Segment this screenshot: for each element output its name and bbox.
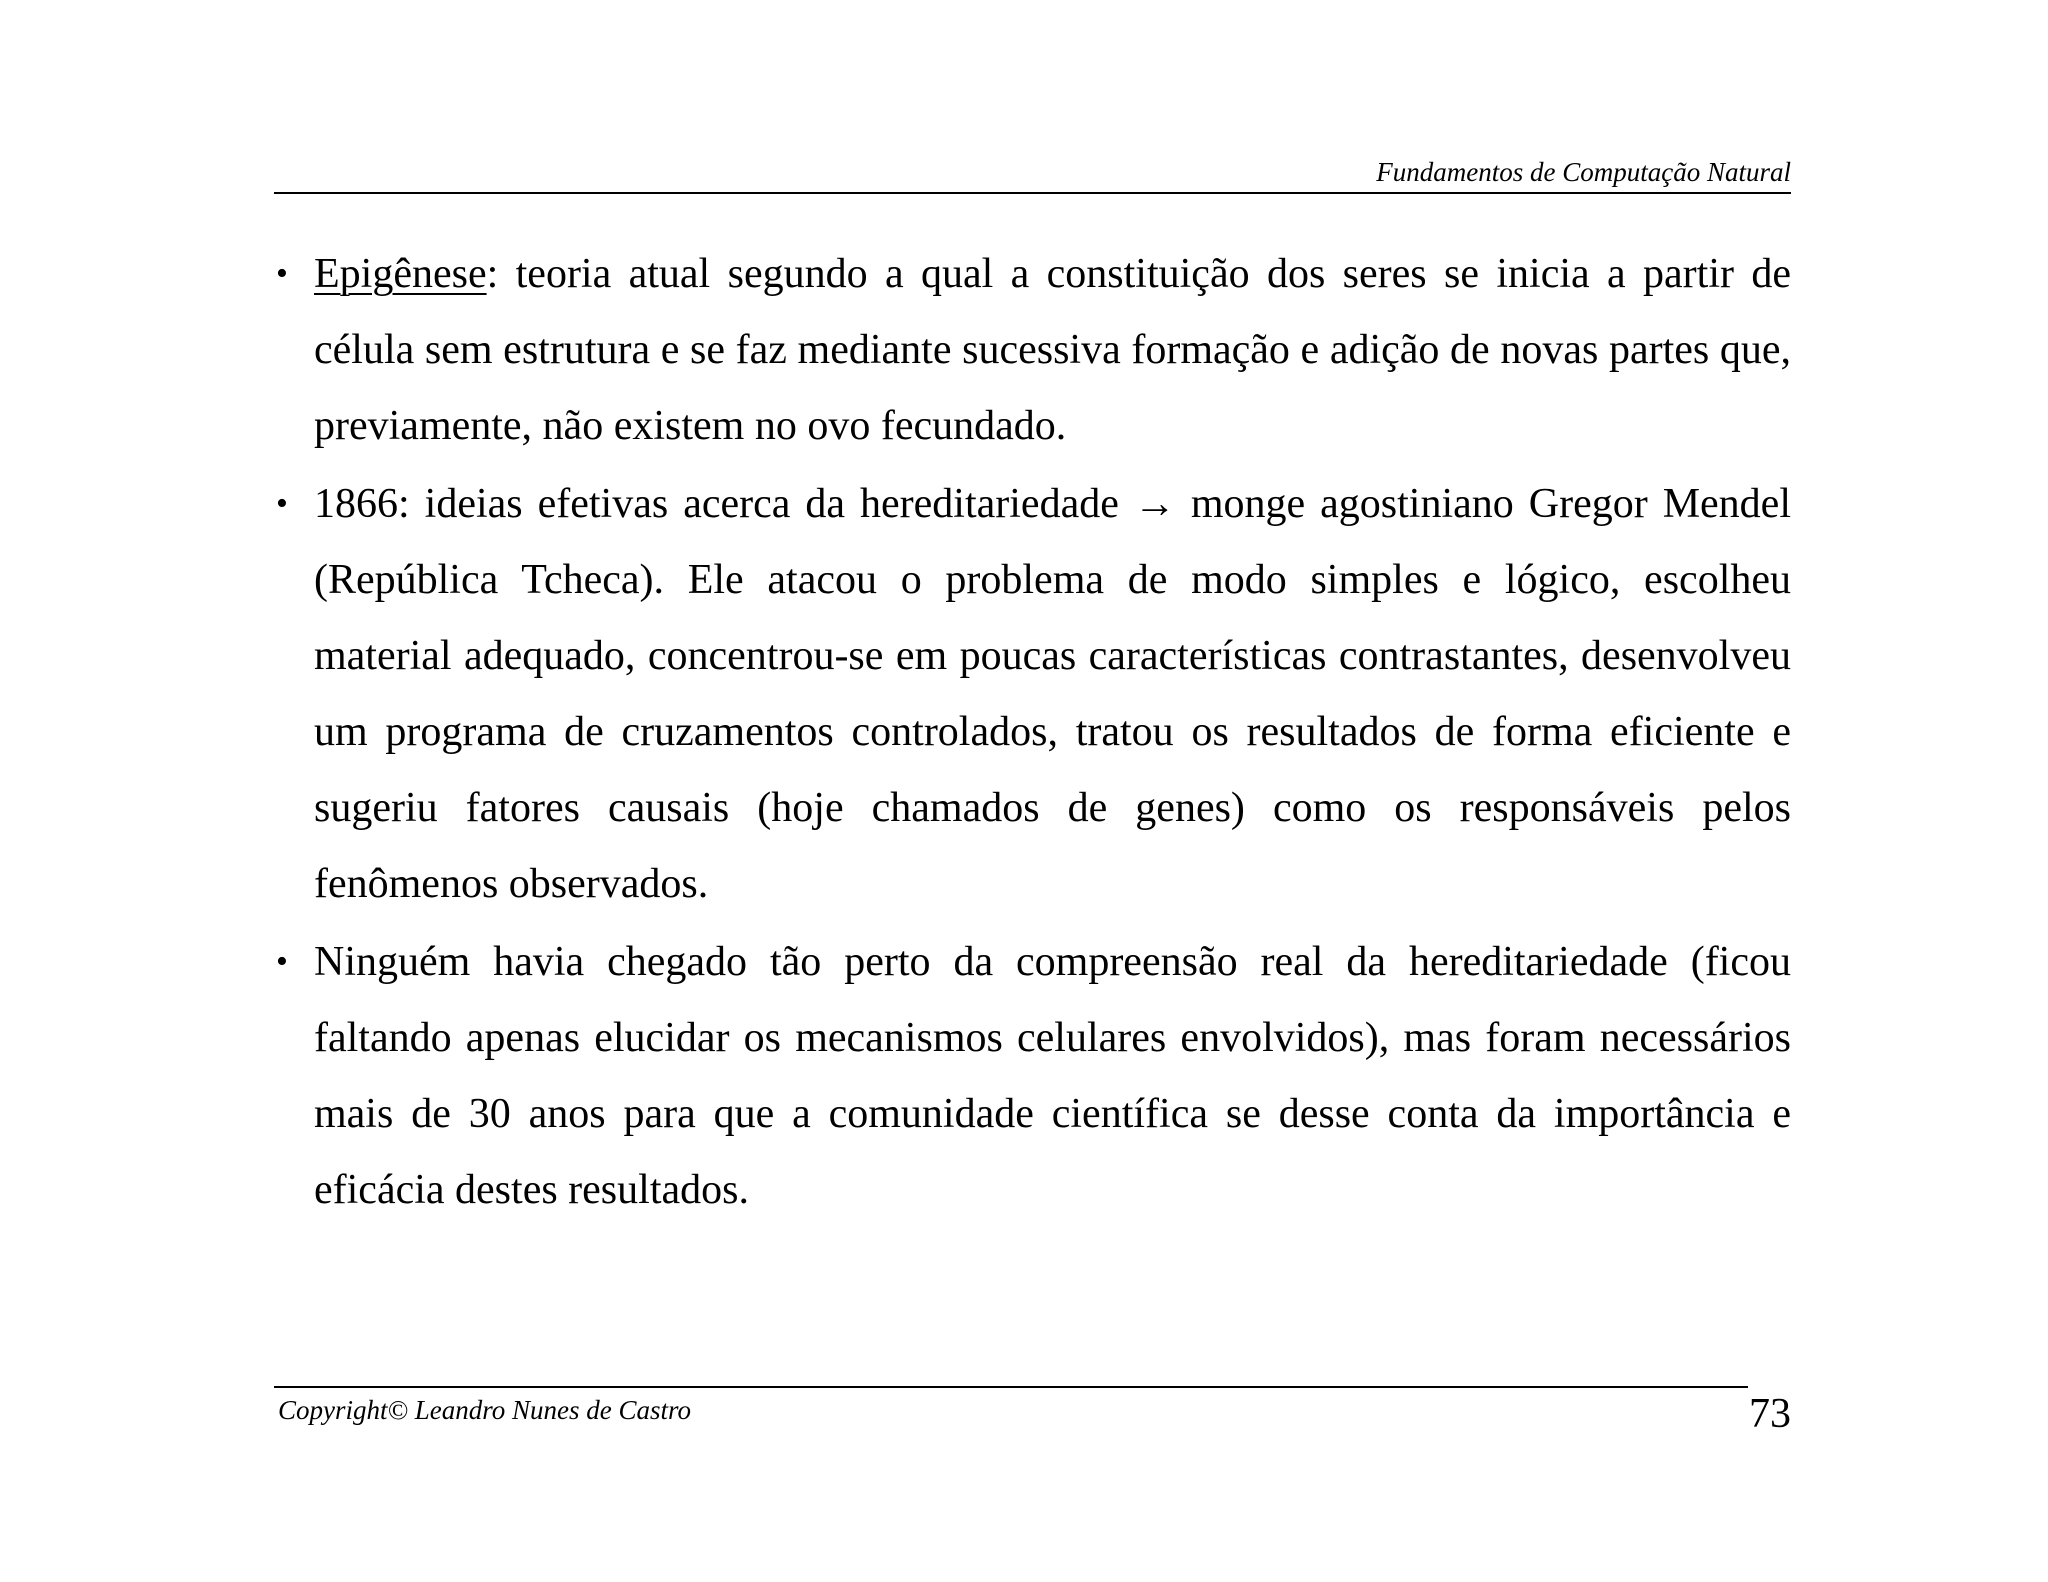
- defined-term: Epigênese: [314, 251, 487, 297]
- header-divider: [274, 192, 1791, 194]
- page-number: 73: [1749, 1391, 1791, 1437]
- list-item-recognition: [274, 924, 1791, 1228]
- running-header: Fundamentos de Computação Natural: [1376, 157, 1791, 187]
- bullet-list: [274, 236, 1791, 1230]
- bullet-icon: •: [276, 255, 288, 292]
- list-item-text: : teoria atual segundo a qual a constituição dos seres se inicia a partir de célula sem estrutura e se faz mediante sucessiva formação e adição de novas partes que, previamente, não existem no ovo fecundado.: [314, 251, 1791, 449]
- bullet-icon: •: [276, 943, 288, 980]
- list-item-mendel: [274, 466, 1791, 922]
- list-item-text: 1866: ideias efetivas acerca da hereditariedade → monge agostiniano Gregor Mendel (República Tcheca). Ele atacou o problema de modo simples e lógico, escolheu material adequado, concentrou-se em poucas características contrastantes, desenvolveu um programa de cruzamentos controlados, tratou os resultados de forma eficiente e sugeriu fatores causais (hoje chamados de genes) como os responsáveis pelos fenômenos observados.: [314, 481, 1791, 907]
- footer-copyright: Copyright© Leandro Nunes de Castro: [278, 1395, 692, 1425]
- list-item-text: Ninguém havia chegado tão perto da compreensão real da hereditariedade (ficou faltando apenas elucidar os mecanismos celulares envolvidos), mas foram necessários mais de 30 anos para que a comunidade científica se desse conta da importância e eficácia destes resultados.: [314, 939, 1791, 1213]
- bullet-icon: •: [276, 485, 288, 522]
- list-item-epigenesis: [274, 236, 1791, 464]
- footer-divider: [274, 1386, 1748, 1388]
